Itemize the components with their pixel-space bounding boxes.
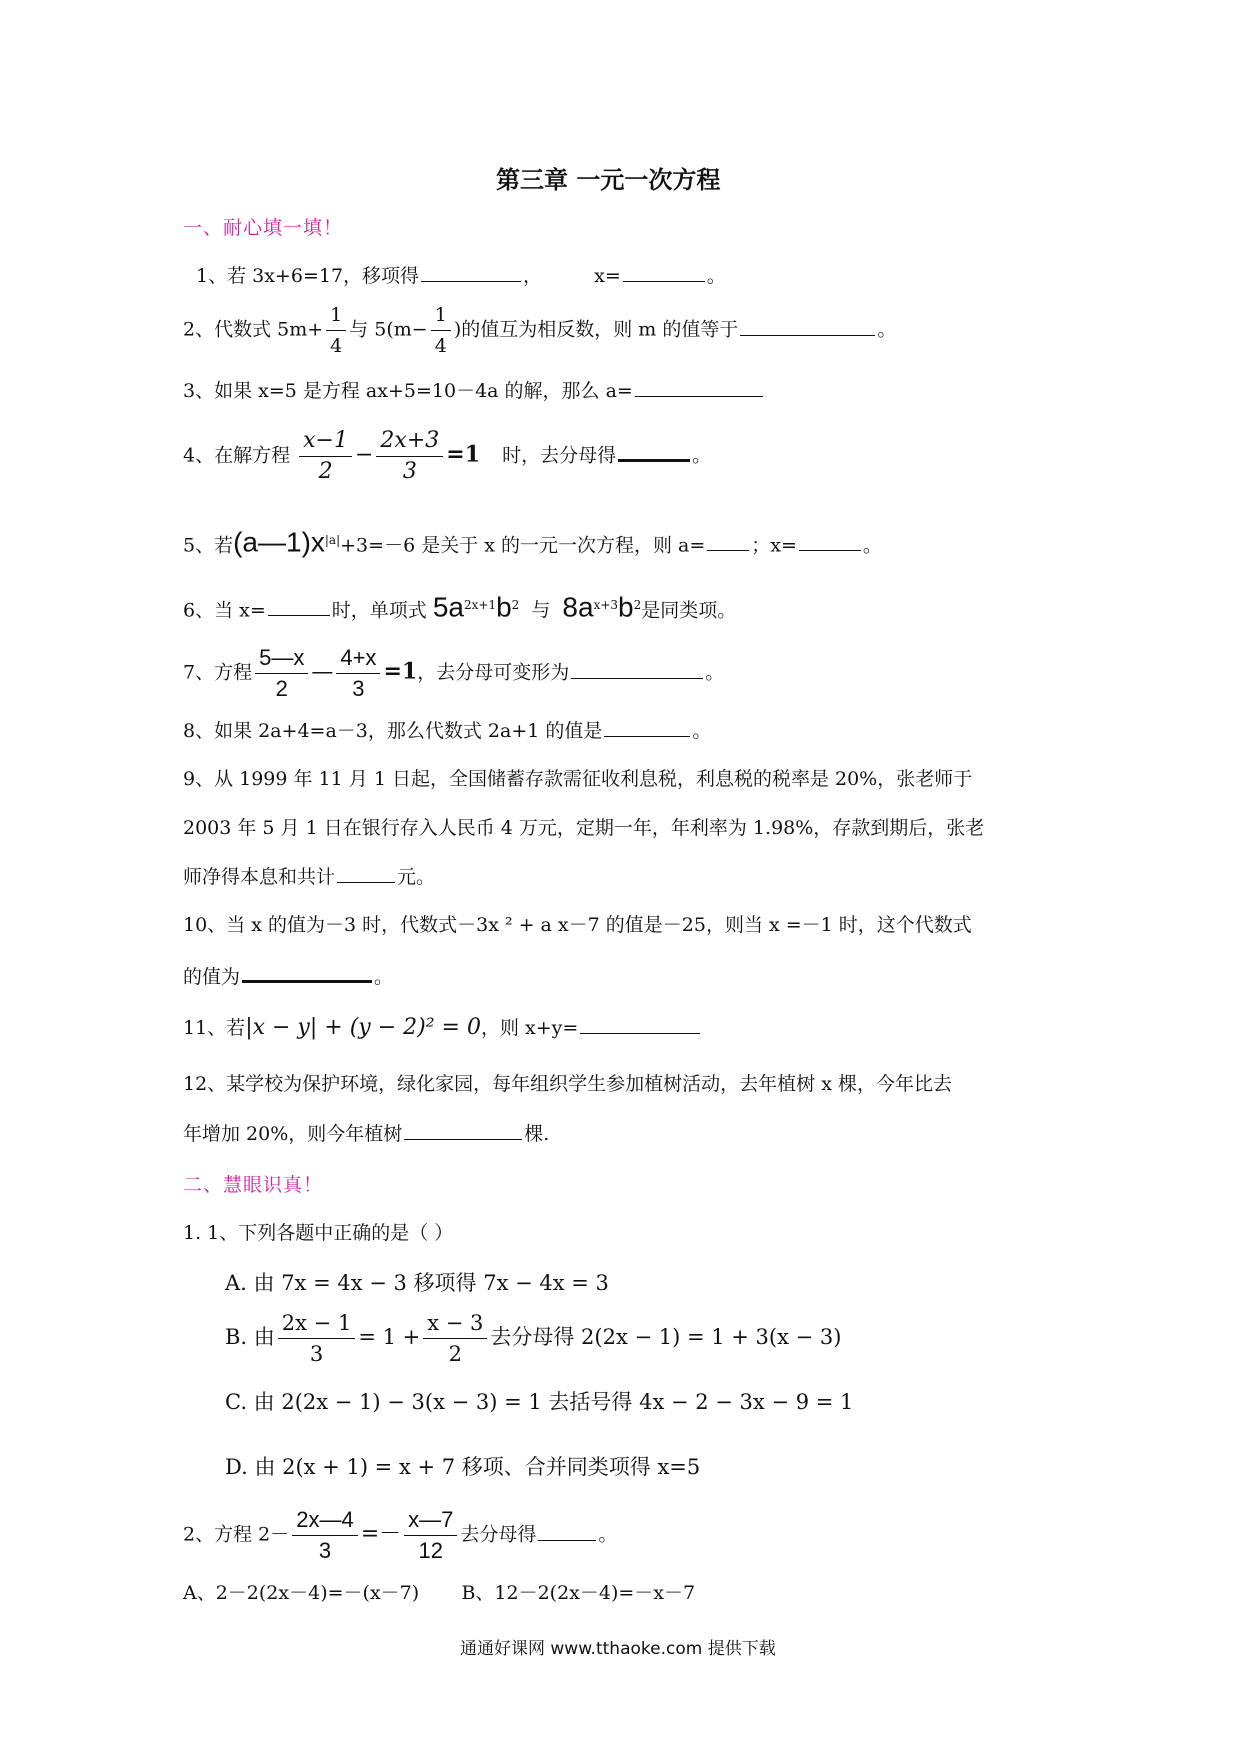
question-3: 3、如果 x=5 是方程 ax+5=10－4a 的解，那么 a= bbox=[183, 378, 765, 403]
question-12-line-1: 12、某学校为保护环境，绿化家园，每年组织学生参加植树活动，去年植树 x 棵，今年比去 bbox=[183, 1073, 952, 1095]
answer-blank[interactable] bbox=[337, 864, 395, 883]
fraction: $\frac{4+x}{3}$ bbox=[336, 645, 380, 702]
answer-blank[interactable] bbox=[623, 263, 705, 282]
answer-blank[interactable] bbox=[580, 1015, 700, 1034]
mc-option-d[interactable]: D. 由 2(x + 1) = x + 7 移项、合并同类项得 x=5 bbox=[225, 1455, 701, 1479]
question-9-line-3: 师净得本息和共计 元。 bbox=[183, 866, 436, 888]
question-8: 8、如果 2a+4=a－3，那么代数式 2a+1 的值是 。 bbox=[183, 720, 712, 742]
answer-blank[interactable] bbox=[571, 660, 703, 679]
question-4: 4、在解方程 $\frac{x-1}{2}$ − $\frac{2x+3}{3}$ =1 时，去分母得 。 bbox=[183, 428, 712, 484]
mc-option-b[interactable]: B. 由 $\frac{2x - 1}{3}$ = 1 + $\frac{x - 3}{2}$ 去分母得 2(2x − 1) = 1 + 3(x − 3) bbox=[225, 1311, 842, 1366]
fraction: $\frac{x-1}{2}$ bbox=[299, 428, 352, 485]
answer-blank[interactable] bbox=[538, 1522, 596, 1541]
fraction: $\frac{2x—4}{3}$ bbox=[292, 1507, 357, 1564]
answer-blank[interactable] bbox=[604, 718, 690, 737]
fraction: $\frac{2x+3}{3}$ bbox=[376, 428, 443, 485]
mc-question-2-stem: 2、方程 2－ $\frac{2x—4}{3}$ =－ $\frac{x—7}{12}$ 去分母得 。 bbox=[183, 1507, 618, 1563]
answer-blank[interactable] bbox=[242, 962, 372, 983]
question-7: 7、方程 $\frac{5—x}{2}$ — $\frac{4+x}{3}$ =1，去分母可变形为 。 bbox=[183, 645, 725, 701]
answer-blank[interactable] bbox=[635, 378, 763, 397]
fraction: $\frac{5—x}{2}$ bbox=[255, 645, 308, 702]
mc-question-1-stem: 1. 1、下列各题中正确的是（ ） bbox=[183, 1222, 454, 1244]
mc-option-c[interactable]: C. 由 2(2x − 1) − 3(x − 3) = 1 去括号得 4x − 2 − 3x − 9 = 1 bbox=[225, 1390, 854, 1414]
answer-blank[interactable] bbox=[618, 441, 690, 462]
question-2: 2、代数式 5m+ $\frac{1}{4}$ 与 5(m− $\frac{1}{4}$ )的值互为相反数，则 m 的值等于 。 bbox=[183, 304, 897, 357]
question-5: 5、若$(a—1)x^{|a|}+3=-6$ 是关于 x 的一元一次方程，则 a= ；x= 。 bbox=[183, 526, 882, 558]
fraction: $\frac{x - 3}{2}$ bbox=[423, 1310, 487, 1367]
answer-blank[interactable] bbox=[421, 263, 521, 282]
fraction: $\frac{2x - 1}{3}$ bbox=[278, 1310, 356, 1367]
fraction: $\frac{x—7}{12}$ bbox=[404, 1507, 457, 1564]
page-footer: 通通好课网 www.tthaoke.com 提供下载 bbox=[460, 1639, 776, 1659]
section-heading-fill-in: 一、耐心填一填！ bbox=[183, 217, 344, 239]
fraction: $\frac{1}{4}$ bbox=[431, 302, 451, 359]
question-6: 6、当 x= 时，单项式 $5a^{2x+1}b^2$ 与 $8a^{x+3}b^2$是同类项。 bbox=[183, 591, 737, 623]
question-12-line-2: 年增加 20%，则今年植树 棵. bbox=[183, 1123, 550, 1145]
mc-option-a[interactable]: A. 由 7x = 4x − 3 移项得 7x − 4x = 3 bbox=[225, 1271, 609, 1295]
answer-blank[interactable] bbox=[799, 532, 861, 551]
section-heading-multiple-choice: 二、慧眼识真！ bbox=[183, 1174, 324, 1196]
question-1: 1、若 3x+6=17，移项得 ， x= 。 bbox=[196, 265, 726, 287]
question-10-line-1: 10、当 x 的值为－3 时，代数式－3x ² + a x－7 的值是－25，则当 x =－1 时，这个代数式 bbox=[183, 914, 972, 936]
question-10-line-2: 的值为 。 bbox=[183, 962, 393, 989]
answer-blank[interactable] bbox=[740, 317, 875, 336]
answer-blank[interactable] bbox=[404, 1121, 522, 1140]
question-11: 11、若|x − y| + (y − 2)² = 0，则 x+y= bbox=[183, 1015, 702, 1040]
question-9-line-2: 2003 年 5 月 1 日在银行存入人民币 4 万元，定期一年，年利率为 1.98%，存款到期后，张老 bbox=[183, 817, 985, 839]
page-title: 第三章 一元一次方程 bbox=[496, 166, 721, 194]
fraction: $\frac{1}{4}$ bbox=[326, 302, 346, 359]
mc-question-2-options[interactable]: A、2－2(2x－4)=－(x－7) B、12－2(2x－4)=－x－7 bbox=[183, 1582, 696, 1604]
answer-blank[interactable] bbox=[707, 532, 749, 551]
answer-blank[interactable] bbox=[268, 597, 330, 616]
question-9-line-1: 9、从 1999 年 11 月 1 日起，全国储蓄存款需征收利息税，利息税的税率是 20%，张老师于 bbox=[183, 768, 973, 790]
